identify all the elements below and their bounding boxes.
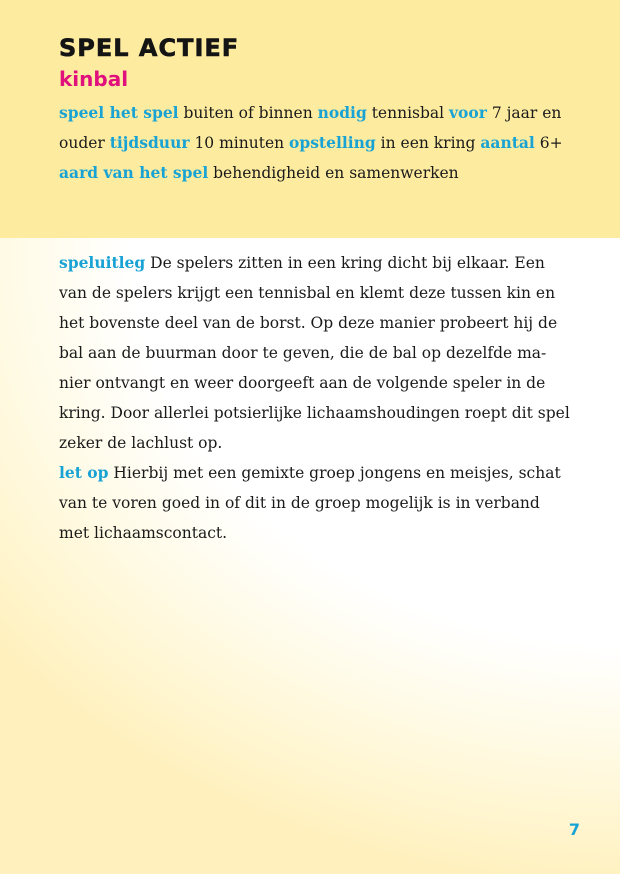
meta-label-nodig: nodig [317,103,367,122]
game-name: kinbal [59,67,129,91]
meta-label-tijdsduur: tijdsduur [109,133,190,152]
meta-label-aantal: aantal [480,133,535,152]
speluitleg-label: speluitleg [59,253,146,272]
section-title: SPEL ACTIEF [59,34,240,62]
meta-value-aantal: 6+ [534,134,563,152]
speluitleg-text: De spelers zitten in een kring dicht bij elkaar. Een van de spelers krijgt een tennisbal en klemt deze tussen kin en het bovenste deel van de borst. Op deze manier probeert hij de bal aan de buurman door te geven, die de bal op dezelfde manier ontvangt en weer doorgeeft aan de volgende speler in de kring. Door allerlei potsierlijke lichaamshoudingen roept dit spel zeker de lachlust op. [59,254,570,452]
meta-value-tijdsduur: 10 minuten [189,134,290,152]
speluitleg-paragraph [59,248,571,458]
meta-label-opstelling: opstelling [289,133,376,152]
meta-value-voor: 7 jaar en ouder [59,104,562,152]
meta-value-nodig: tennisbal [366,104,450,122]
meta-label-voor: voor [449,103,487,122]
meta-value-aard: behendigheid en samenwerken [208,164,459,182]
page-number: 7 [568,820,580,839]
let-op-text: Hierbij met een gemixte groep jongens en meisjes, schat van te voren goed in of dit in de groep mogelijk is in verband met lichaamscontact. [59,464,561,542]
meta-value-opstelling: in een kring [375,134,481,152]
meta-label-aard: aard van het spel [59,163,209,182]
meta-value-speel-het-spel: buiten of binnen [178,104,318,122]
game-description [59,248,571,548]
game-meta [59,98,569,188]
meta-label-speel-het-spel: speel het spel [59,103,179,122]
let-op-label: let op [59,463,109,482]
let-op-paragraph [59,458,571,548]
